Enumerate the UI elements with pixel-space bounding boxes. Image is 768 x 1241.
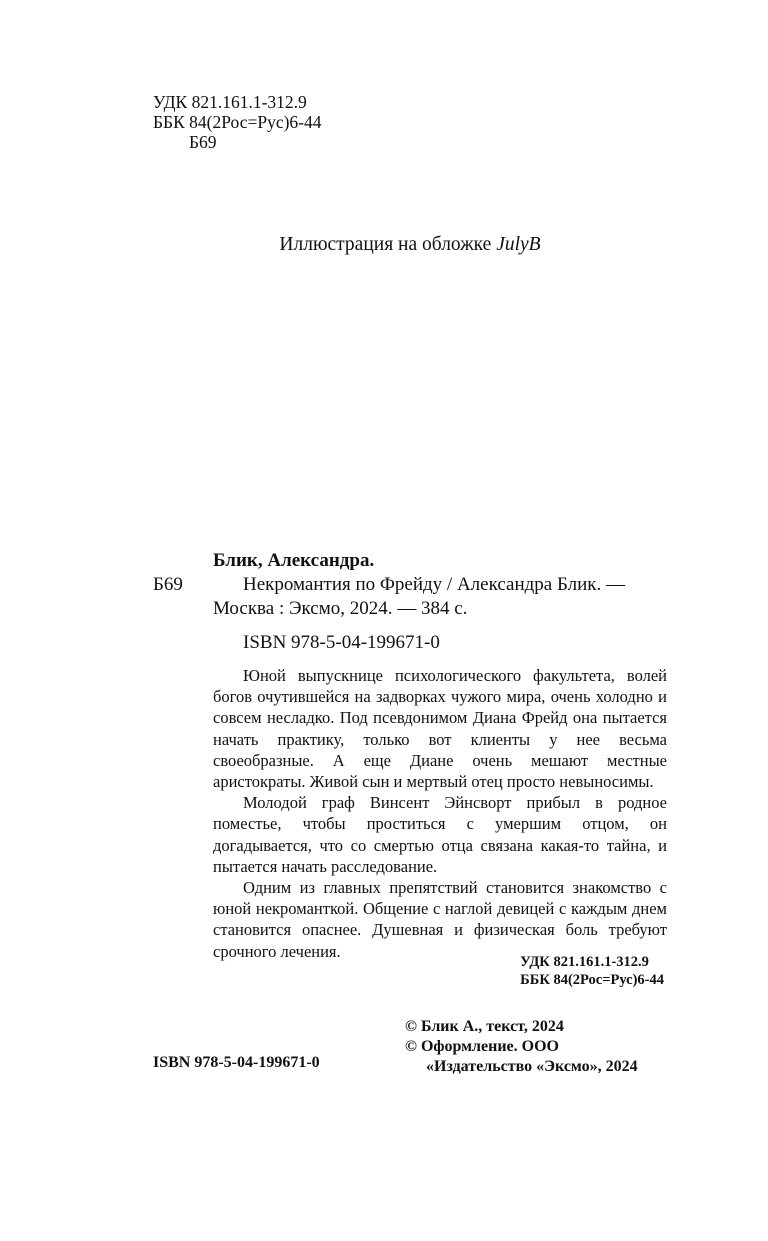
bottom-bbk-code: ББК 84(2Рос=Рус)6-44: [520, 972, 664, 988]
isbn-record: ISBN 978-5-04-199671-0: [243, 632, 440, 653]
copyright-block: [405, 1017, 638, 1077]
illustration-credit: [0, 234, 768, 256]
bibliographic-author-mark: Б69: [153, 574, 183, 595]
copyright-design: © Оформление. ООО: [405, 1038, 559, 1055]
copyright-text: © Блик А., текст, 2024: [405, 1018, 564, 1035]
illustration-artist: JulyB: [496, 234, 541, 255]
annotation-paragraph: Молодой граф Винсент Эйнсворт прибыл в родное поместье, чтобы проститься с умершим отцом, он догадывается, что со смертью отца связана какая-то тайна, и пытается начать расследование.: [213, 793, 667, 876]
annotation-paragraph: Одним из главных препятствий становится знакомство с юной некроманткой. Общение с наглой девицей с каждым днем становится опаснее. Душевная и физическая боль требуют срочного лечения.: [213, 878, 667, 961]
isbn-bottom: ISBN 978-5-04-199671-0: [153, 1054, 320, 1071]
annotation-paragraph: Юной выпускнице психологического факультета, волей богов очутившейся на задворках чужого мира, очень холодно и совсем несладко. Под псевдонимом Диана Фрейд она пытается начать практику, только вот клиенты у нее весьма своеобразные. А еще Диане очень мешают местные аристократы. Живой сын и мертвый отец просто невыносимы.: [213, 666, 667, 792]
classification-codes: [153, 92, 322, 152]
bottom-classification-codes: [520, 953, 664, 989]
author-mark: Б69: [189, 132, 217, 152]
annotation: [213, 665, 667, 962]
title-line-1: Некромантия по Фрейду / Александра Блик. —: [243, 574, 626, 595]
title-line-2: Москва : Эксмо, 2024. — 384 с.: [213, 598, 468, 619]
udk-code: УДК 821.161.1-312.9: [153, 92, 307, 112]
author-heading: Блик, Александра.: [213, 550, 375, 571]
illustration-prefix: Иллюстрация на обложке: [279, 234, 497, 255]
copyright-publisher: «Издательство «Эксмо», 2024: [426, 1058, 638, 1075]
bbk-code: ББК 84(2Рос=Рус)6-44: [153, 112, 322, 132]
bottom-udk-code: УДК 821.161.1-312.9: [520, 954, 649, 970]
